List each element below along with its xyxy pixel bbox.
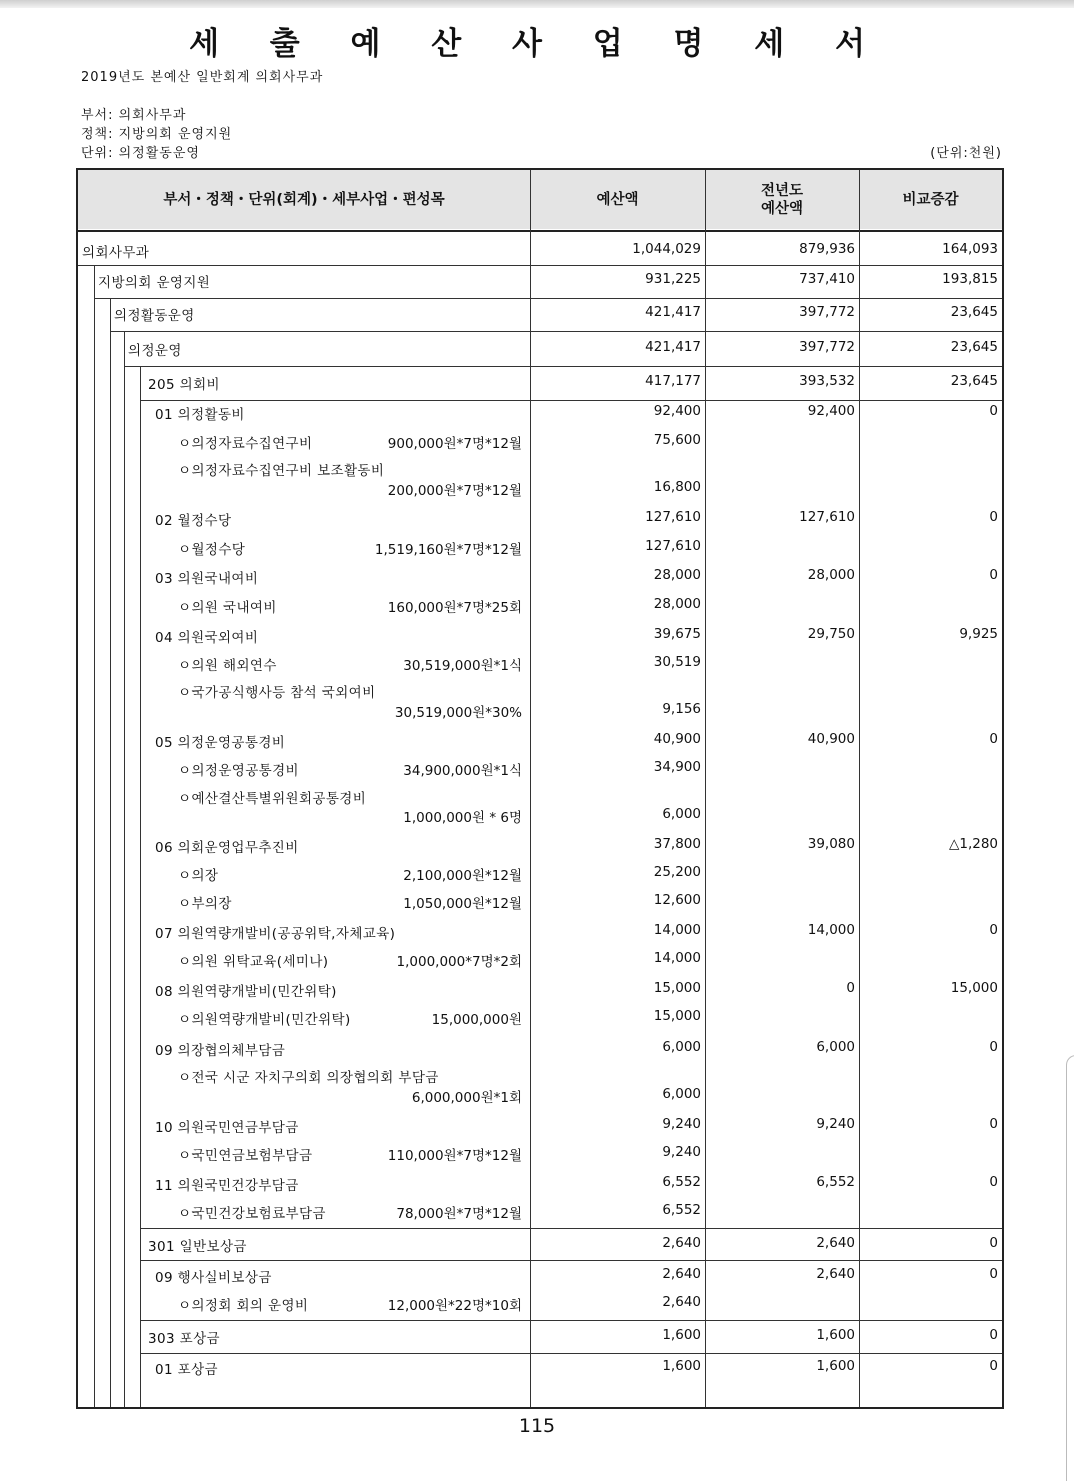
row-budget: 75,600 [653,432,701,448]
row-label: 301 일반보상금 [148,1239,247,1255]
row-diff: 15,000 [950,980,998,996]
row-budget: 14,000 [653,922,701,938]
row-diff: 0 [989,922,998,938]
row-budget: 25,200 [653,864,701,880]
row-budget: 6,552 [662,1174,701,1190]
row-prev-budget: 737,410 [799,271,855,287]
row-prev-budget: 127,610 [799,509,855,525]
subtitle: 2019년도 본예산 일반회계 의회사무과 [81,70,324,85]
row-budget: 9,240 [662,1144,701,1160]
row-diff: 0 [989,509,998,525]
row-calculation: 2,100,000원*12월 [403,868,522,884]
row-label: 01 포상금 [155,1362,218,1378]
row-calculation: 1,000,000*7명*2회 [396,954,522,970]
row-label: 04 의원국외여비 [155,630,259,646]
page-number: 115 [518,1415,556,1437]
header-budget: 예산액 [596,191,639,208]
row-budget: 6,000 [662,806,701,822]
row-diff: 0 [989,1174,998,1190]
page-edge [1066,1055,1074,1481]
row-budget: 2,640 [662,1294,701,1310]
row-prev-budget: 92,400 [807,403,855,419]
row-label: 의정운영 [128,343,182,359]
row-label: ㅇ의원 해외연수 [178,658,277,674]
row-calculation: 6,000,000원*1회 [411,1090,522,1106]
row-budget: 37,800 [653,836,701,852]
row-label: ㅇ국민건강보험료부담금 [178,1206,326,1222]
row-calculation: 12,000원*22명*10회 [387,1298,522,1314]
row-budget: 6,000 [662,1039,701,1055]
row-label: 10 의원국민연금부담금 [155,1120,299,1136]
row-calculation: 1,519,160원*7명*12월 [374,542,522,558]
row-budget: 2,640 [662,1235,701,1251]
row-calculation: 34,900,000원*1식 [403,763,522,779]
row-label: ㅇ의장 [178,868,219,884]
header-prev-line2: 예산액 [760,200,804,217]
row-calculation: 1,050,000원*12월 [403,896,522,912]
row-label: ㅇ전국 시군 자치구의회 의장협의회 부담금 [178,1070,439,1086]
row-prev-budget: 397,772 [799,304,855,320]
row-prev-budget: 39,080 [807,836,855,852]
row-label: 303 포상금 [148,1331,220,1347]
row-diff: 0 [989,731,998,747]
document-title: 세 출 예 산 사 업 명 세 서 [189,26,885,62]
row-budget: 1,600 [662,1327,701,1343]
row-calculation: 110,000원*7명*12월 [387,1148,522,1164]
row-diff: 9,925 [959,626,998,642]
row-budget: 12,600 [653,892,701,908]
row-calculation: 30,519,000원*30% [394,705,522,721]
row-label: 07 의원역량개발비(공공위탁,자체교육) [155,926,396,942]
row-prev-budget: 9,240 [816,1116,855,1132]
row-budget: 9,240 [662,1116,701,1132]
row-diff: 0 [989,1116,998,1132]
row-label: 08 의원역량개발비(민간위탁) [155,984,337,1000]
policy-line: 정책: 지방의회 운영지원 [81,127,233,142]
row-budget: 28,000 [653,567,701,583]
row-label: 09 의장협의체부담금 [155,1043,286,1059]
header-diff: 비교증감 [902,191,959,208]
row-prev-budget: 393,532 [799,373,855,389]
dept-line: 부서: 의회사무과 [81,108,187,123]
row-label: 01 의정활동비 [155,407,245,423]
row-label: 의회사무과 [82,245,150,261]
viewer-top-bar [0,0,1074,8]
row-label: ㅇ의정자료수집연구비 [178,436,313,452]
row-budget: 421,417 [645,339,701,355]
row-prev-budget: 14,000 [807,922,855,938]
row-label: ㅇ의원역량개발비(민간위탁) [178,1012,351,1028]
row-diff: 0 [989,567,998,583]
row-label: 09 행사실비보상금 [155,1270,272,1286]
row-budget: 40,900 [653,731,701,747]
row-diff: 0 [989,1039,998,1055]
row-diff: 193,815 [942,271,998,287]
row-prev-budget: 29,750 [807,626,855,642]
unit-line: 단위: 의정활동운영 [81,146,200,161]
row-budget: 417,177 [645,373,701,389]
row-prev-budget: 40,900 [807,731,855,747]
row-budget: 14,000 [653,950,701,966]
row-calculation: 78,000원*7명*12월 [396,1206,522,1222]
row-label: 11 의원국민건강부담금 [155,1178,299,1194]
row-diff: 0 [989,403,998,419]
row-label: 지방의회 운영지원 [98,275,211,291]
row-budget: 15,000 [653,980,701,996]
row-label: ㅇ의정운영공통경비 [178,763,299,779]
row-prev-budget: 397,772 [799,339,855,355]
row-budget: 28,000 [653,596,701,612]
row-label: ㅇ의정자료수집연구비 보조활동비 [178,463,385,479]
row-diff: 0 [989,1235,998,1251]
row-budget: 30,519 [653,654,701,670]
row-diff: 23,645 [950,373,998,389]
row-prev-budget: 0 [846,980,855,996]
row-prev-budget: 879,936 [799,241,855,257]
row-budget: 34,900 [653,759,701,775]
row-diff: 0 [989,1327,998,1343]
row-label: ㅇ의정회 회의 운영비 [178,1298,309,1314]
row-calculation: 15,000,000원 [431,1012,522,1028]
row-label: ㅇ의원 위탁교육(세미나) [178,954,329,970]
row-label: 05 의정운영공통경비 [155,735,286,751]
row-label: 의정활동운영 [114,308,195,324]
row-diff: 23,645 [950,304,998,320]
budget-table [76,168,1004,1409]
table-frame [76,168,1004,1409]
header-prev-line1: 전년도 [760,182,804,199]
row-calculation: 900,000원*7명*12월 [387,436,522,452]
row-prev-budget: 28,000 [807,567,855,583]
row-prev-budget: 2,640 [816,1235,855,1251]
row-label: 02 월정수당 [155,513,232,529]
row-budget: 16,800 [653,479,701,495]
unit-note: (단위:천원) [930,146,1002,161]
row-budget: 92,400 [653,403,701,419]
row-label: 03 의원국내여비 [155,571,259,587]
row-label: ㅇ예산결산특별위원회공통경비 [178,791,367,807]
row-calculation: 30,519,000원*1식 [403,658,522,674]
row-diff: 164,093 [942,241,998,257]
row-prev-budget: 6,552 [816,1174,855,1190]
row-budget: 15,000 [653,1008,701,1024]
row-budget: 421,417 [645,304,701,320]
row-calculation: 200,000원*7명*12월 [387,483,522,499]
row-prev-budget: 2,640 [816,1266,855,1282]
row-budget: 2,640 [662,1266,701,1282]
header-category: 부서・정책・단위(회계)・세부사업・편성목 [163,191,445,208]
row-prev-budget: 6,000 [816,1039,855,1055]
row-prev-budget: 1,600 [816,1327,855,1343]
row-label: ㅇ국민연금보험부담금 [178,1148,313,1164]
row-label: ㅇ부의장 [178,896,232,912]
row-calculation: 160,000원*7명*25회 [387,600,522,616]
row-label: ㅇ의원 국내여비 [178,600,277,616]
row-budget: 6,552 [662,1202,701,1218]
row-diff: 0 [989,1266,998,1282]
row-budget: 1,044,029 [632,241,701,257]
row-budget: 931,225 [645,271,701,287]
row-calculation: 1,000,000원 * 6명 [403,810,522,826]
row-diff: △1,280 [948,836,998,852]
row-label: 06 의회운영업무추진비 [155,840,299,856]
row-budget: 127,610 [645,509,701,525]
row-label: ㅇ국가공식행사등 참석 국외여비 [178,685,376,701]
row-prev-budget: 1,600 [816,1358,855,1374]
row-diff: 0 [989,1358,998,1374]
row-budget: 6,000 [662,1086,701,1102]
row-budget: 1,600 [662,1358,701,1374]
row-diff: 23,645 [950,339,998,355]
row-budget: 9,156 [662,701,701,717]
row-label: ㅇ월정수당 [178,542,246,558]
row-budget: 39,675 [653,626,701,642]
row-label: 205 의회비 [148,377,220,393]
row-budget: 127,610 [645,538,701,554]
